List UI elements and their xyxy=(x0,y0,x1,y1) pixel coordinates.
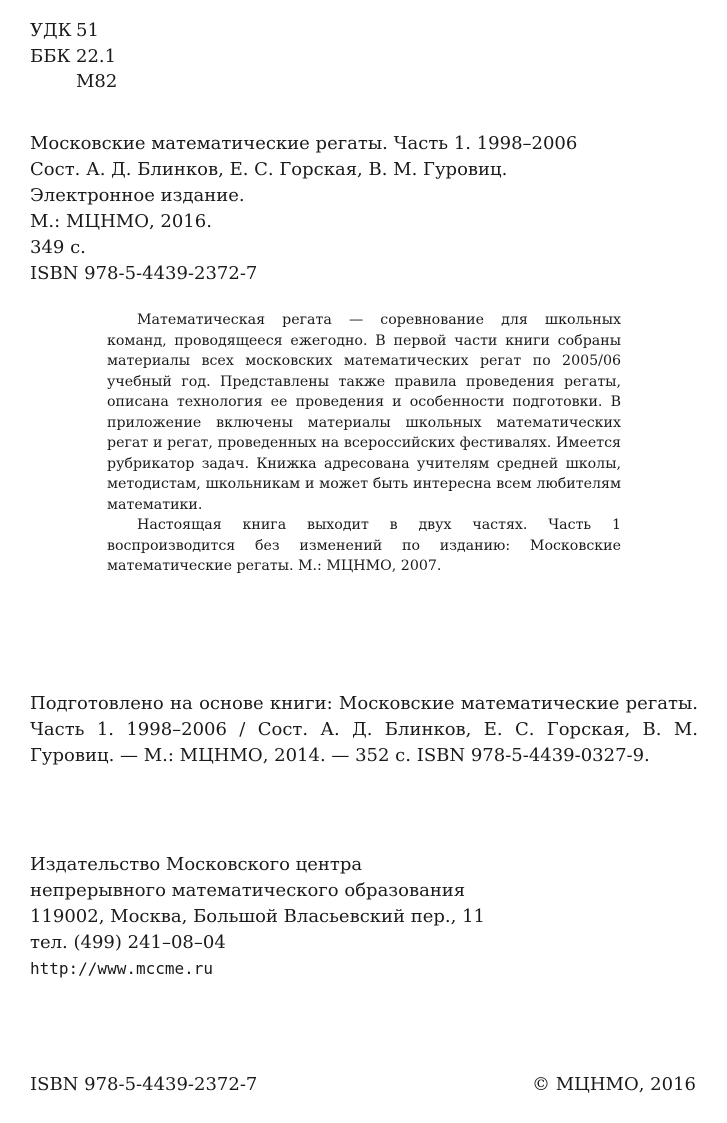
compilers: Сост. А. Д. Блинков, Е. С. Горская, В. М. Гуровиц. xyxy=(30,159,508,180)
publisher-name: Издательство Московского центра xyxy=(30,854,363,875)
source-note: Подготовлено на основе книги: Московские математические регаты. Часть 1. 1998–2006 / Сост. А. Д. Блинков, Е. С. Горская, В. М. Гуровиц. — М.: МЦНМО, 2014. — 352 с. ISBN 978-5-4439-0327-9. xyxy=(30,693,698,766)
classification-block xyxy=(30,18,117,95)
annotation-paragraph: Настоящая книга выходит в двух частях. Часть 1 воспроизводится без изменений по изданию: Московские математические регаты. М.: МЦНМО, 2007. xyxy=(107,517,621,574)
bbk-value: 22.1 xyxy=(76,45,117,67)
footer xyxy=(30,1072,696,1098)
author-mark-row xyxy=(30,69,117,95)
udk-row xyxy=(30,18,117,44)
imprint: М.: МЦНМО, 2016. xyxy=(30,211,212,232)
publisher-name: непрерывного математического образования xyxy=(30,880,466,901)
author-mark: М82 xyxy=(76,71,118,92)
book-title: Московские математические регаты. Часть 1. 1998–2006 xyxy=(30,133,578,154)
copyright: © МЦНМО, 2016 xyxy=(532,1074,696,1095)
footer-isbn: ISBN 978-5-4439-2372-7 xyxy=(30,1074,258,1095)
publisher-info xyxy=(30,852,485,982)
edition-note: Электронное издание. xyxy=(30,185,245,206)
annotation-paragraph: Математическая регата — соревнование для школьных команд, проводящееся ежегодно. В первой части книги собраны материалы всех московских математических регат по 2005/06 учебный год. Представлены также правила проведения регаты, описана технология ее проведения и особенности подготовки. В приложение включены материалы школьных математических регат и регат, проведенных на всероссийских фестивалях. Имеется рубрикатор задач. Книжка адресована учителям средней школы, методистам, школьникам и может быть интересна всем любителям математики. xyxy=(107,312,621,513)
isbn: ISBN 978-5-4439-2372-7 xyxy=(30,263,258,284)
page-count: 349 с. xyxy=(30,237,86,258)
publisher-phone: тел. (499) 241–08–04 xyxy=(30,932,226,953)
publisher-website-link[interactable]: http://www.mccme.ru xyxy=(30,959,214,978)
annotation xyxy=(107,310,621,577)
bbk-label: ББК xyxy=(30,45,71,67)
bibliographic-record xyxy=(30,131,577,287)
publisher-address: 119002, Москва, Большой Власьевский пер., 11 xyxy=(30,906,486,927)
udk-value: 51 xyxy=(76,20,99,41)
bbk-row xyxy=(30,44,117,70)
udk-label: УДК xyxy=(30,20,72,41)
